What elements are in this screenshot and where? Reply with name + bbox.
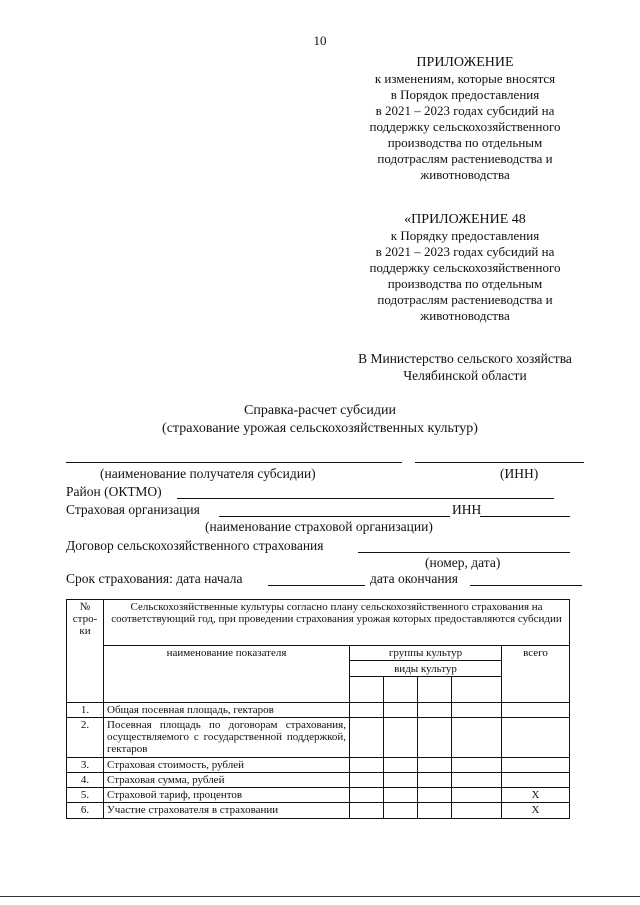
appendix-line: подотраслям растениеводства и xyxy=(377,151,553,166)
addressee xyxy=(300,350,630,384)
appendix-48-line: в 2021 – 2023 годах субсидий на xyxy=(375,244,555,259)
subsidy-table xyxy=(66,599,570,819)
row-number-header: № стро- ки xyxy=(67,600,104,703)
addressee-line: В Министерство сельского хозяйства xyxy=(358,351,572,366)
indicator-name: Страховая сумма, рублей xyxy=(104,773,350,788)
total-header: всего xyxy=(502,646,570,703)
document-title xyxy=(0,402,640,438)
insurer-inn-field[interactable] xyxy=(480,516,570,517)
appendix-48-line: к Порядку предоставления xyxy=(390,228,540,243)
crop-type-cell[interactable] xyxy=(418,677,452,703)
table-row xyxy=(67,758,570,773)
value-cell[interactable] xyxy=(350,718,384,758)
value-cell[interactable] xyxy=(350,773,384,788)
table-row xyxy=(67,803,570,819)
total-cell: Х xyxy=(502,803,570,819)
contract-field[interactable] xyxy=(358,552,570,553)
district-label: Район (ОКТМО) xyxy=(66,484,162,499)
value-cell[interactable] xyxy=(452,703,502,718)
insurer-name-field[interactable] xyxy=(219,516,450,517)
table-row xyxy=(67,703,570,718)
value-cell[interactable] xyxy=(384,718,418,758)
value-cell[interactable] xyxy=(384,803,418,819)
indicator-header: наименование показателя xyxy=(104,646,350,703)
total-cell[interactable] xyxy=(502,758,570,773)
document-title-main: Справка-расчет субсидии xyxy=(244,403,396,418)
crop-type-cell[interactable] xyxy=(350,677,384,703)
appendix-line: животноводства xyxy=(420,167,510,182)
total-cell[interactable] xyxy=(502,703,570,718)
term-start-field[interactable] xyxy=(268,585,365,586)
value-cell[interactable] xyxy=(418,758,452,773)
recipient-caption: (наименование получателя субсидии) xyxy=(100,466,316,481)
table-row xyxy=(67,788,570,803)
crop-types-header: виды культур xyxy=(350,661,502,677)
crops-main-header: Сельскохозяйственные культуры согласно плану сельскохозяйственного страхования на соответствующий год, при проведении страхования урожая которых предоставляются субсидии xyxy=(104,600,570,646)
table-row xyxy=(67,718,570,758)
insurer-caption: (наименование страховой организации) xyxy=(205,519,433,534)
appendix-header xyxy=(330,55,600,183)
term-label: Срок страхования: дата начала xyxy=(66,571,243,586)
appendix-48-title: «ПРИЛОЖЕНИЕ 48 xyxy=(404,212,526,227)
value-cell[interactable] xyxy=(384,773,418,788)
row-number: 5. xyxy=(67,788,104,803)
appendix-title: ПРИЛОЖЕНИЕ xyxy=(416,55,514,70)
appendix-line: поддержку сельскохозяйственного xyxy=(369,119,561,134)
value-cell[interactable] xyxy=(418,773,452,788)
insurer-label: Страховая организация xyxy=(66,502,200,517)
page-number: 10 xyxy=(313,33,327,48)
row-number: 6. xyxy=(67,803,104,819)
value-cell[interactable] xyxy=(350,788,384,803)
indicator-name: Посевная площадь по договорам страхования, осуществляемого с государственной поддержкой, гектаров xyxy=(104,718,350,758)
recipient-name-field[interactable] xyxy=(66,462,402,463)
total-cell[interactable] xyxy=(502,773,570,788)
contract-label: Договор сельскохозяйственного страхования xyxy=(66,538,324,553)
indicator-name: Страховой тариф, процентов xyxy=(104,788,350,803)
document-title-sub: (страхование урожая сельскохозяйственных культур) xyxy=(162,421,478,436)
recipient-inn-field[interactable] xyxy=(415,462,584,463)
appendix-line: в 2021 – 2023 годах субсидий на xyxy=(375,103,555,118)
appendix-48-header xyxy=(330,212,600,324)
crop-type-cell[interactable] xyxy=(384,677,418,703)
value-cell[interactable] xyxy=(350,803,384,819)
value-cell[interactable] xyxy=(384,758,418,773)
indicator-name: Участие страхователя в страховании xyxy=(104,803,350,819)
value-cell[interactable] xyxy=(418,803,452,819)
row-number: 3. xyxy=(67,758,104,773)
appendix-48-line: животноводства xyxy=(420,308,510,323)
value-cell[interactable] xyxy=(350,758,384,773)
total-cell[interactable] xyxy=(502,718,570,758)
inn-caption: (ИНН) xyxy=(500,466,539,481)
crop-groups-header: группы культур xyxy=(350,646,502,661)
indicator-name: Общая посевная площадь, гектаров xyxy=(104,703,350,718)
row-number: 4. xyxy=(67,773,104,788)
appendix-48-line: подотраслям растениеводства и xyxy=(377,292,553,307)
appendix-line: к изменениям, которые вносятся xyxy=(374,71,556,86)
value-cell[interactable] xyxy=(452,758,502,773)
value-cell[interactable] xyxy=(418,703,452,718)
value-cell[interactable] xyxy=(384,703,418,718)
term-end-field[interactable] xyxy=(470,585,582,586)
value-cell[interactable] xyxy=(418,718,452,758)
district-field[interactable] xyxy=(177,498,554,499)
row-number: 2. xyxy=(67,718,104,758)
table-row xyxy=(67,773,570,788)
appendix-48-line: поддержку сельскохозяйственного xyxy=(369,260,561,275)
value-cell[interactable] xyxy=(452,718,502,758)
total-cell: Х xyxy=(502,788,570,803)
appendix-48-line: производства по отдельным xyxy=(387,276,543,291)
insurer-inn-label: ИНН xyxy=(452,502,482,517)
page-bottom-edge xyxy=(0,896,640,897)
value-cell[interactable] xyxy=(452,773,502,788)
appendix-line: в Порядок предоставления xyxy=(390,87,540,102)
value-cell[interactable] xyxy=(452,803,502,819)
indicator-name: Страховая стоимость, рублей xyxy=(104,758,350,773)
value-cell[interactable] xyxy=(350,703,384,718)
contract-caption: (номер, дата) xyxy=(425,555,501,570)
appendix-line: производства по отдельным xyxy=(387,135,543,150)
row-number: 1. xyxy=(67,703,104,718)
value-cell[interactable] xyxy=(384,788,418,803)
value-cell[interactable] xyxy=(452,788,502,803)
term-end-label: дата окончания xyxy=(370,571,458,586)
addressee-line: Челябинской области xyxy=(403,368,527,383)
value-cell[interactable] xyxy=(418,788,452,803)
crop-type-cell[interactable] xyxy=(452,677,502,703)
